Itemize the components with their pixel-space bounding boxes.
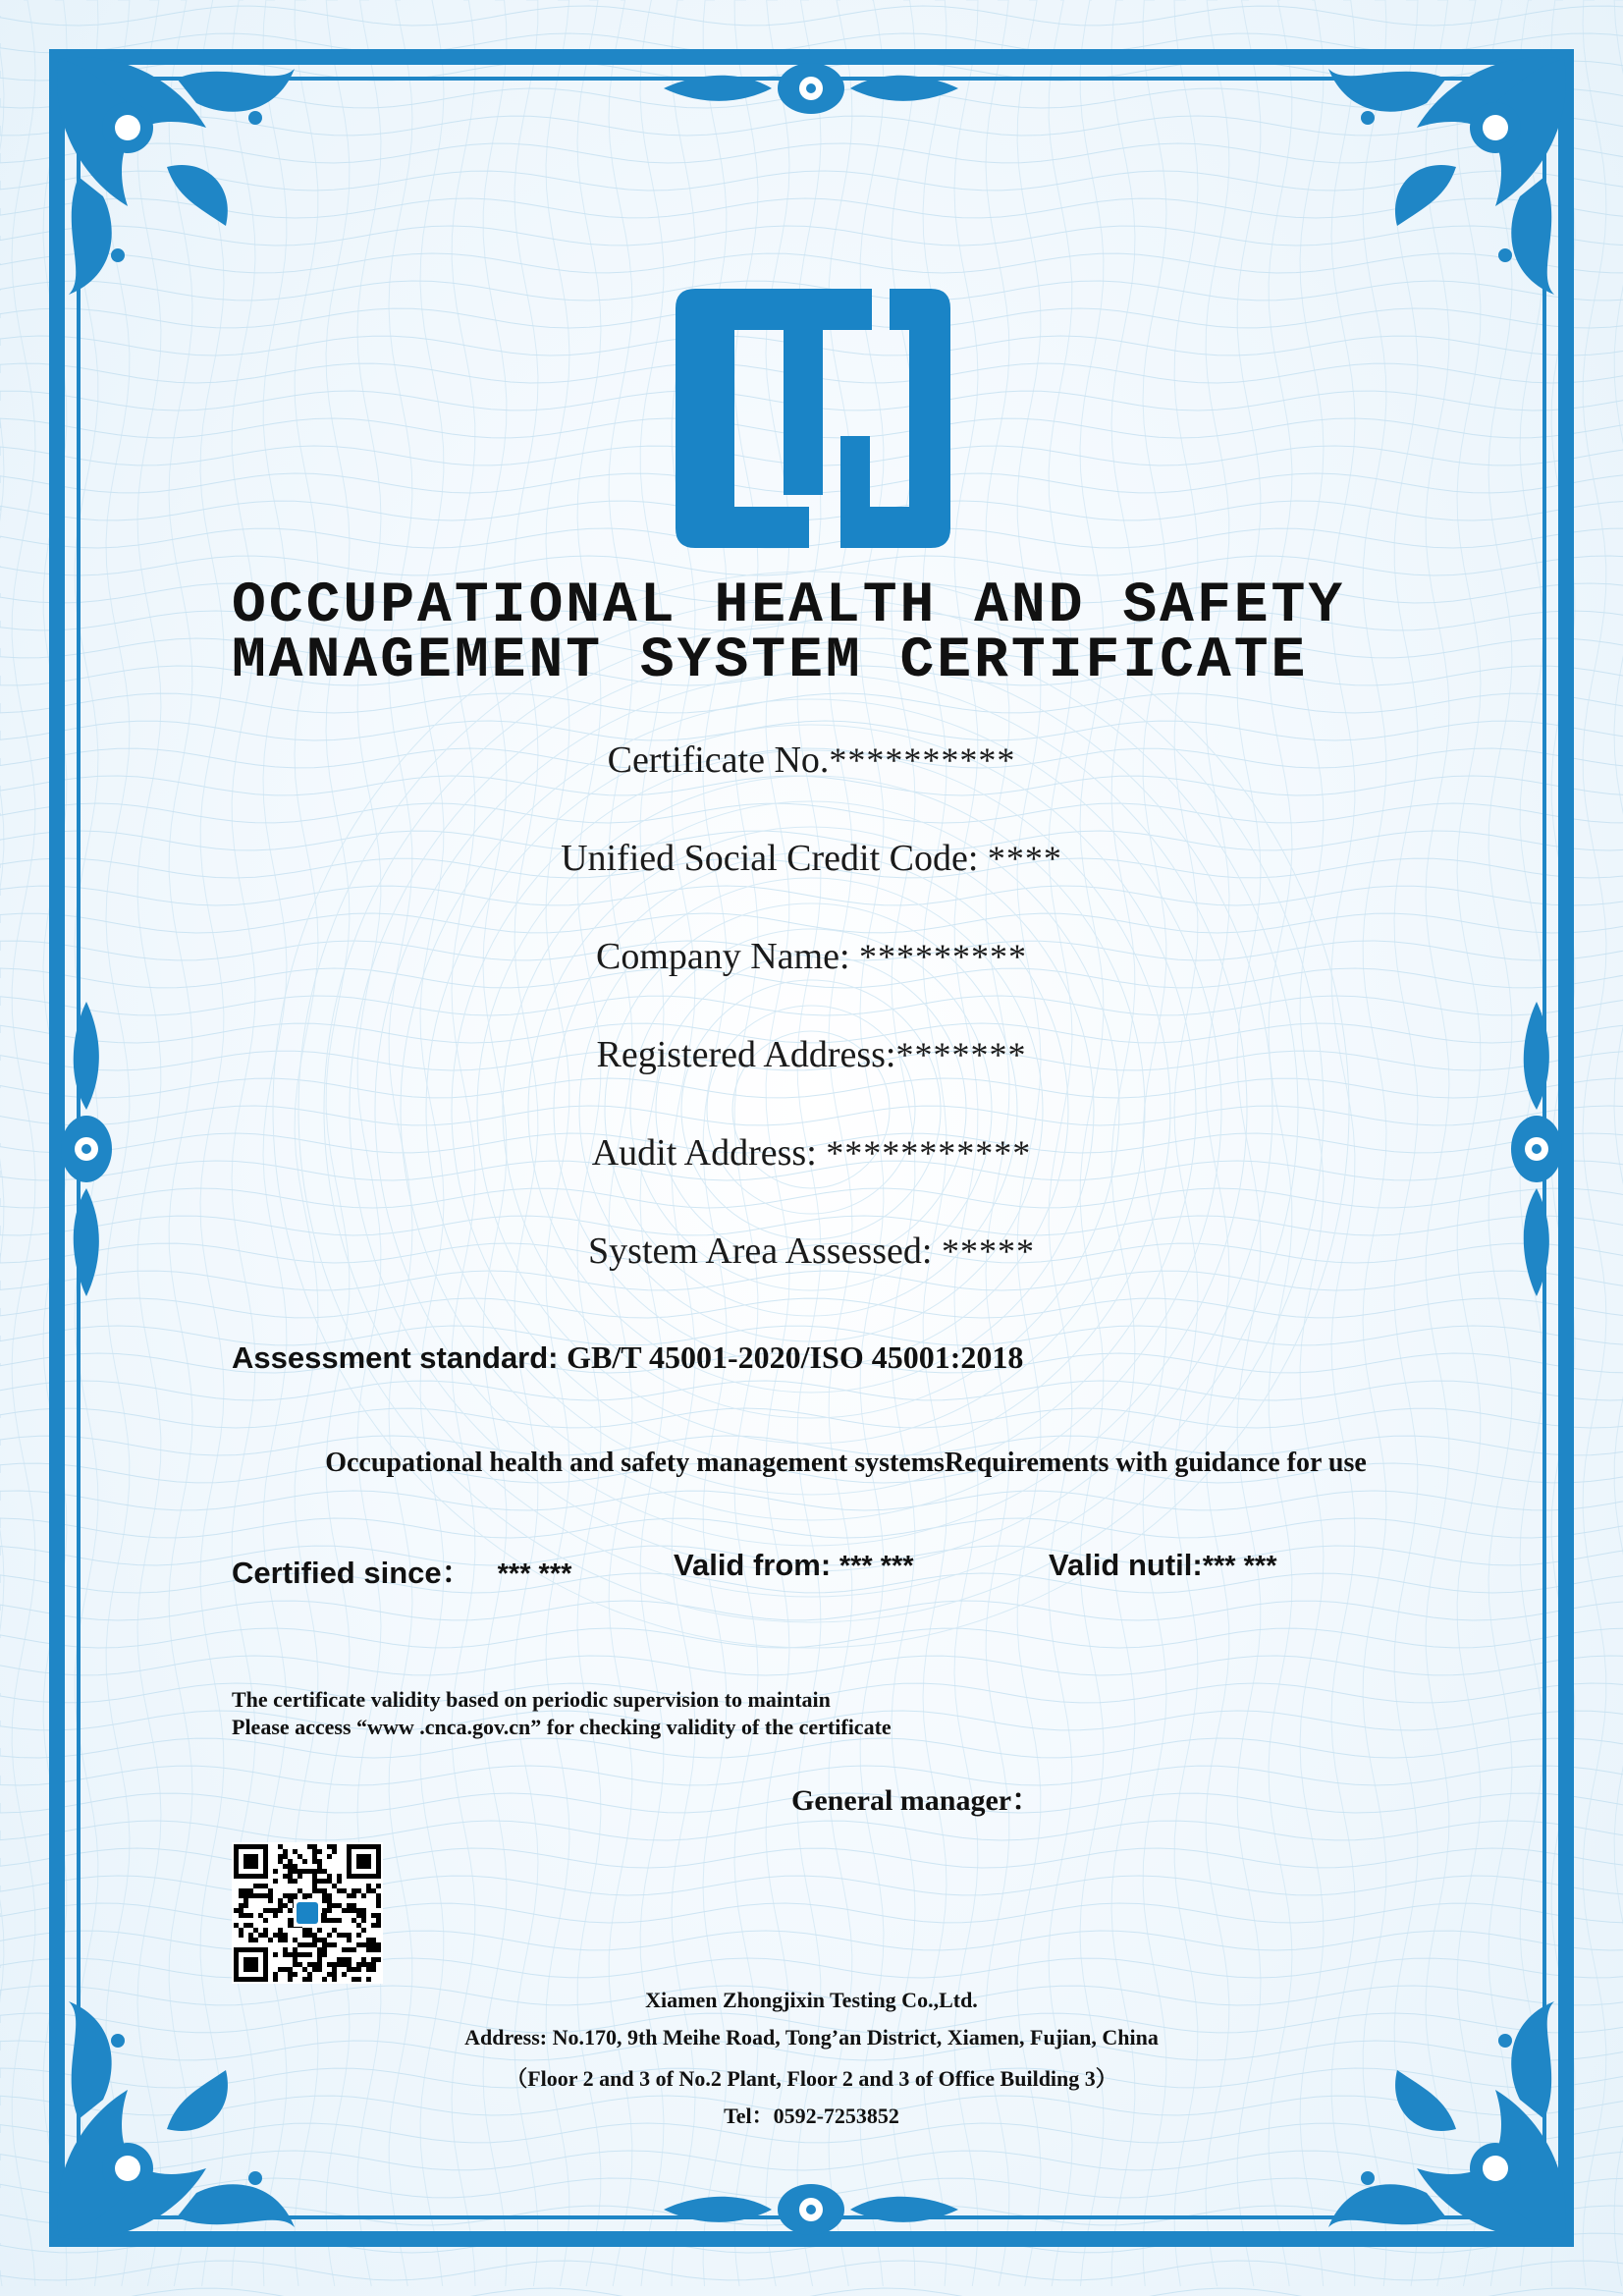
field-value: *****	[941, 1231, 1035, 1271]
title-line-1: OCCUPATIONAL HEALTH AND SAFETY	[232, 574, 1346, 638]
valid-until-value: *** ***	[1202, 1551, 1277, 1582]
field-value: ***********	[826, 1133, 1032, 1173]
valid-until	[1049, 1548, 1277, 1583]
certified-since-label: Certified since：	[232, 1556, 472, 1590]
issuer-name: Xiamen Zhongjixin Testing Co.,Ltd.	[645, 1988, 978, 2012]
zhongjixin-logo-icon	[676, 289, 950, 548]
registered-address-field	[0, 1033, 1623, 1076]
credit-code-field	[0, 837, 1623, 880]
issuer-tel: Tel：0592-7253852	[724, 2104, 899, 2128]
standard-label: Assessment standard:	[232, 1340, 568, 1375]
field-label: Audit Address:	[591, 1132, 827, 1174]
field-value: ****	[987, 839, 1062, 878]
system-area-field	[0, 1230, 1623, 1273]
general-manager-label: General manager：	[791, 1784, 1042, 1817]
field-value: *********	[859, 937, 1028, 976]
issuer-address-detail: （Floor 2 and 3 of No.2 Plant, Floor 2 and 3 of Office Building 3）	[506, 2066, 1117, 2091]
field-value: **********	[829, 740, 1016, 780]
verification-note: Please access “www .cnca.gov.cn” for checking validity of the certificate	[232, 1715, 892, 1739]
certified-since	[232, 1548, 571, 1592]
certificate-number-field	[0, 738, 1623, 782]
field-label: Company Name:	[595, 936, 860, 977]
audit-address-field	[0, 1131, 1623, 1175]
certified-since-value: *** ***	[497, 1558, 572, 1590]
field-label: System Area Assessed:	[588, 1230, 942, 1272]
valid-from-value: *** ***	[839, 1551, 914, 1582]
valid-from-label: Valid from:	[674, 1548, 839, 1582]
company-name-field	[0, 935, 1623, 978]
assessment-standard	[232, 1339, 1023, 1376]
standard-description: Occupational health and safety management systemsRequirements with guidance for use	[325, 1448, 1367, 1478]
issuer-address: Address: No.170, 9th Meihe Road, Tong’an District, Xiamen, Fujian, China	[464, 2025, 1159, 2050]
field-value: *******	[895, 1035, 1027, 1074]
field-label: Unified Social Credit Code:	[561, 838, 988, 879]
field-label: Certificate No.	[607, 739, 830, 781]
field-label: Registered Address:	[596, 1034, 896, 1075]
validity-note: The certificate validity based on periodic supervision to maintain	[232, 1687, 831, 1712]
valid-from	[674, 1548, 914, 1583]
valid-until-label: Valid nutil:	[1049, 1548, 1203, 1582]
standard-value: GB/T 45001-2020/ISO 45001:2018	[567, 1339, 1024, 1375]
title-line-2: MANAGEMENT SYSTEM CERTIFICATE	[232, 629, 1309, 693]
certificate-title	[232, 574, 1498, 693]
qr-code-icon	[232, 1842, 383, 1984]
